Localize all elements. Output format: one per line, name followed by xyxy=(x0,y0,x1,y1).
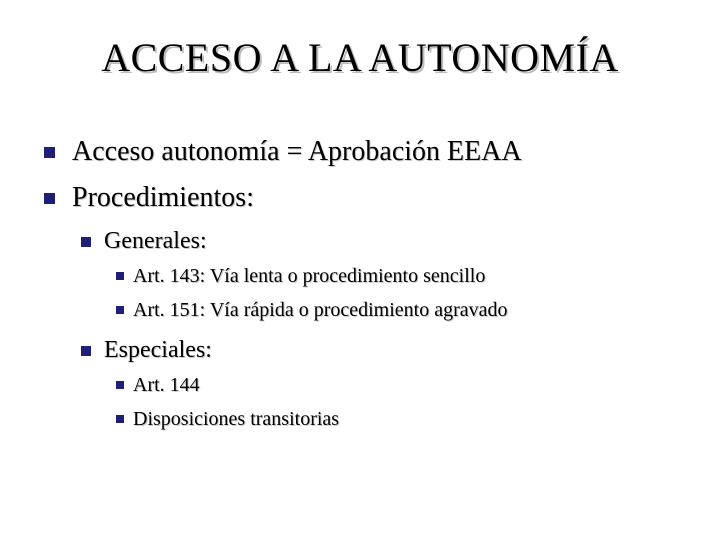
square-bullet-icon xyxy=(44,147,55,158)
bullet-text: Acceso autonomía = Aprobación EEAA xyxy=(72,136,522,167)
square-bullet-icon xyxy=(116,306,124,314)
slide-title: ACCESO A LA AUTONOMÍA xyxy=(101,35,619,80)
sub-sub-item-art144 xyxy=(133,373,200,397)
bullet-text: Disposiciones transitorias xyxy=(133,408,340,430)
square-bullet-icon xyxy=(44,193,55,204)
square-bullet-icon xyxy=(81,237,91,247)
sub-sub-item-art143 xyxy=(133,264,485,288)
sub-item-generales xyxy=(104,227,207,255)
square-bullet-icon xyxy=(116,415,124,423)
sub-sub-item-art151 xyxy=(133,298,508,322)
square-bullet-icon xyxy=(116,381,124,389)
sub-item-especiales xyxy=(104,336,212,364)
bullet-text: Generales: xyxy=(104,228,207,254)
square-bullet-icon xyxy=(81,346,91,356)
bullet-text: Art. 143: Vía lenta o procedimiento sencillo xyxy=(133,265,486,287)
bullet-text: Procedimientos: xyxy=(72,182,254,213)
bullet-text: Art. 144 xyxy=(133,374,200,396)
sub-sub-item-disposiciones xyxy=(133,407,339,431)
bullet-item-procedimientos xyxy=(72,182,254,214)
bullet-text: Especiales: xyxy=(104,337,212,363)
bullet-item-acceso xyxy=(72,136,522,168)
square-bullet-icon xyxy=(116,272,124,280)
bullet-text: Art. 151: Vía rápida o procedimiento agravado xyxy=(133,299,508,321)
